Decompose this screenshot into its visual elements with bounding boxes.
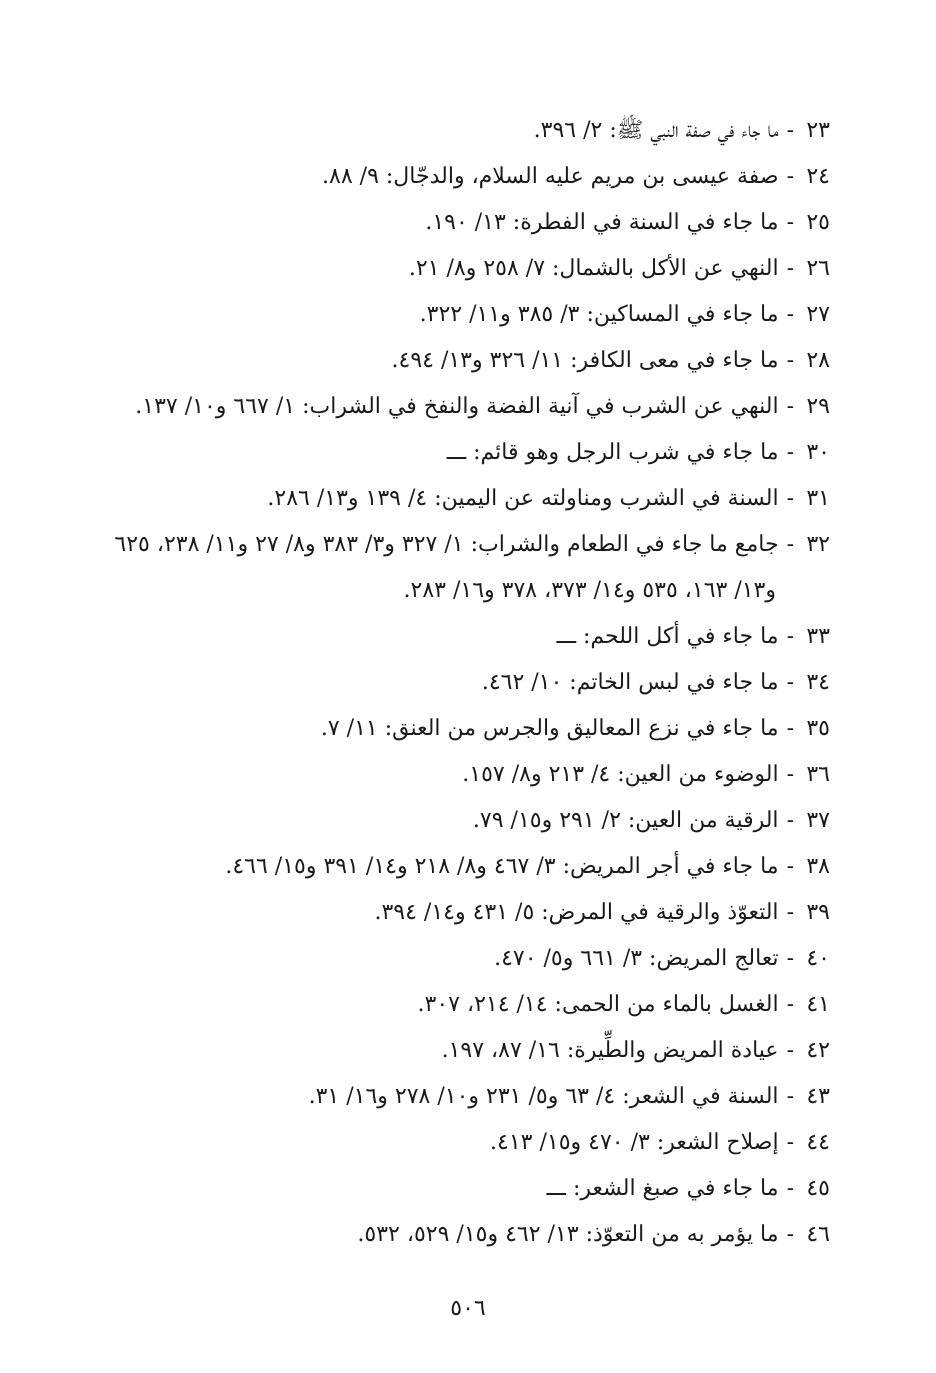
entry-text: السنة في الشعر: ٤/ ٦٣ و٥/ ٢٣١ و١٠/ ٢٧٨ و١٦/ ٣١. bbox=[308, 1084, 779, 1109]
entry-text: ما جاء في أجر المريض: ٣/ ٤٦٧ و٨/ ٢١٨ و١٤/ ٣٩١ و١٥/ ٤٦٦. bbox=[225, 854, 779, 879]
index-entry bbox=[90, 476, 830, 522]
entry-text: إصلاح الشعر: ٣/ ٤٧٠ و١٥/ ٤١٣. bbox=[490, 1130, 779, 1155]
index-entry bbox=[90, 614, 830, 660]
entry-dash: - bbox=[786, 900, 794, 925]
entry-dash: - bbox=[786, 164, 794, 189]
entry-text: ما جاء في شرب الرجل وهو قائم: ـــ bbox=[446, 440, 779, 465]
entry-dash: - bbox=[786, 670, 794, 695]
index-entry bbox=[90, 660, 830, 706]
entry-dash: - bbox=[786, 440, 794, 465]
entry-dash: - bbox=[786, 394, 794, 419]
page-number: ٥٠٦ bbox=[450, 1296, 486, 1321]
entry-number: ٣٦ bbox=[806, 762, 830, 787]
entry-number: ٤٠ bbox=[806, 946, 830, 971]
entry-text: ما جاء في المساكين: ٣/ ٣٨٥ و١١/ ٣٢٢. bbox=[419, 302, 779, 327]
entry-dash: - bbox=[786, 1084, 794, 1109]
entry-number: ٢٤ bbox=[806, 164, 830, 189]
entry-text: عيادة المريض والطِّيرة: ١٦/ ٨٧، ١٩٧. bbox=[441, 1038, 779, 1063]
index-entry bbox=[90, 1212, 830, 1258]
index-entry bbox=[90, 982, 830, 1028]
entry-dash: - bbox=[786, 1130, 794, 1155]
entry-number: ٢٥ bbox=[806, 210, 830, 235]
entry-text: ما جاء في لبس الخاتم: ١٠/ ٤٦٢. bbox=[481, 670, 779, 695]
index-entry bbox=[90, 1028, 830, 1074]
index-entry bbox=[90, 292, 830, 338]
index-entry bbox=[90, 1166, 830, 1212]
entry-number: ٢٨ bbox=[806, 348, 830, 373]
entry-dash: - bbox=[786, 716, 794, 741]
entry-text: ما جاء في صبغ الشعر: ـــ bbox=[546, 1176, 779, 1201]
index-entry bbox=[90, 246, 830, 292]
entry-text: صفة عيسى بن مريم عليه السلام، والدجّال: ٩/ ٨٨. bbox=[322, 164, 779, 189]
entry-text: ما جاء في نزع المعاليق والجرس من العنق: ١١/ ٧. bbox=[320, 716, 779, 741]
entry-number: ٤١ bbox=[806, 992, 830, 1017]
entry-text: الغسل بالماء من الحمى: ١٤/ ٢١٤، ٣٠٧. bbox=[417, 992, 779, 1017]
entry-text: ما جاء في السنة في الفطرة: ١٣/ ١٩٠. bbox=[425, 210, 779, 235]
entry-dash: - bbox=[786, 992, 794, 1017]
entry-number: ٤٥ bbox=[806, 1176, 830, 1201]
entry-number: ٣٢ bbox=[806, 532, 830, 557]
entry-text-continued: و١٣/ ١٦٣، ٥٣٥ و١٤/ ٣٧٣، ٣٧٨ و١٦/ ٢٨٣. bbox=[403, 578, 776, 603]
entry-number: ٤٣ bbox=[806, 1084, 830, 1109]
entry-number: ٣٤ bbox=[806, 670, 830, 695]
entry-number: ٢٦ bbox=[806, 256, 830, 281]
index-entry bbox=[90, 154, 830, 200]
index-entry bbox=[90, 430, 830, 476]
entry-dash: - bbox=[786, 624, 794, 649]
index-entry bbox=[90, 200, 830, 246]
entry-number: ٢٣ bbox=[806, 118, 830, 143]
entry-dash: - bbox=[786, 302, 794, 327]
entry-dash: - bbox=[786, 808, 794, 833]
entry-dash: - bbox=[786, 946, 794, 971]
index-entry bbox=[90, 522, 830, 614]
index-entry bbox=[90, 108, 830, 154]
entry-dash: - bbox=[786, 210, 794, 235]
entry-number: ٣١ bbox=[806, 486, 830, 511]
entry-text: ما جاء في صفة النبي ﷺ: ٢/ ٣٩٦. bbox=[533, 118, 779, 143]
index-entry bbox=[90, 384, 830, 430]
index-entry bbox=[90, 936, 830, 982]
index-list bbox=[90, 108, 830, 1258]
entry-text: تعالج المريض: ٣/ ٦٦١ و٥/ ٤٧٠. bbox=[494, 946, 779, 971]
entry-number: ٢٧ bbox=[806, 302, 830, 327]
entry-number: ٣٥ bbox=[806, 716, 830, 741]
entry-number: ٤٤ bbox=[806, 1130, 830, 1155]
index-entry bbox=[90, 890, 830, 936]
entry-text: الرقية من العين: ٢/ ٢٩١ و١٥/ ٧٩. bbox=[472, 808, 779, 833]
entry-number: ٣٨ bbox=[806, 854, 830, 879]
entry-number: ٣٣ bbox=[806, 624, 830, 649]
index-entry bbox=[90, 752, 830, 798]
index-entry bbox=[90, 1120, 830, 1166]
entry-number: ٢٩ bbox=[806, 394, 830, 419]
entry-text: السنة في الشرب ومناولته عن اليمين: ٤/ ١٣٩ و١٣/ ٢٨٦. bbox=[267, 486, 779, 511]
entry-text: ما جاء في أكل اللحم: ـــ bbox=[556, 624, 779, 649]
entry-text: جامع ما جاء في الطعام والشراب: ١/ ٣٢٧ و٣/ ٣٨٣ و٨/ ٢٧ و١١/ ٢٣٨، ٦٢٥ bbox=[114, 532, 779, 557]
entry-number: ٣٩ bbox=[806, 900, 830, 925]
entry-dash: - bbox=[786, 256, 794, 281]
entry-number: ٤٢ bbox=[806, 1038, 830, 1063]
entry-text: التعوّذ والرقية في المرض: ٥/ ٤٣١ و١٤/ ٣٩٤. bbox=[374, 900, 779, 925]
entry-text: النهي عن الأكل بالشمال: ٧/ ٢٥٨ و٨/ ٢١. bbox=[408, 256, 779, 281]
index-entry bbox=[90, 798, 830, 844]
index-entry bbox=[90, 706, 830, 752]
index-entry bbox=[90, 844, 830, 890]
entry-dash: - bbox=[786, 762, 794, 787]
index-entry bbox=[90, 1074, 830, 1120]
entry-text: النهي عن الشرب في آنية الفضة والنفخ في الشراب: ١/ ٦٦٧ و١٠/ ١٣٧. bbox=[135, 394, 779, 419]
entry-dash: - bbox=[786, 1038, 794, 1063]
entry-dash: - bbox=[786, 1222, 794, 1247]
entry-dash: - bbox=[786, 486, 794, 511]
entry-text: ما يؤمر به من التعوّذ: ١٣/ ٤٦٢ و١٥/ ٥٢٩، ٥٣٢. bbox=[357, 1222, 779, 1247]
entry-number: ٣٠ bbox=[806, 440, 830, 465]
entry-dash: - bbox=[786, 532, 794, 557]
entry-text: ما جاء في معى الكافر: ١١/ ٣٢٦ و١٣/ ٤٩٤. bbox=[391, 348, 779, 373]
entry-dash: - bbox=[786, 348, 794, 373]
entry-dash: - bbox=[786, 118, 794, 143]
entry-text: الوضوء من العين: ٤/ ٢١٣ و٨/ ١٥٧. bbox=[462, 762, 779, 787]
index-entry bbox=[90, 338, 830, 384]
entry-number: ٣٧ bbox=[806, 808, 830, 833]
entry-number: ٤٦ bbox=[806, 1222, 830, 1247]
entry-dash: - bbox=[786, 1176, 794, 1201]
entry-dash: - bbox=[786, 854, 794, 879]
